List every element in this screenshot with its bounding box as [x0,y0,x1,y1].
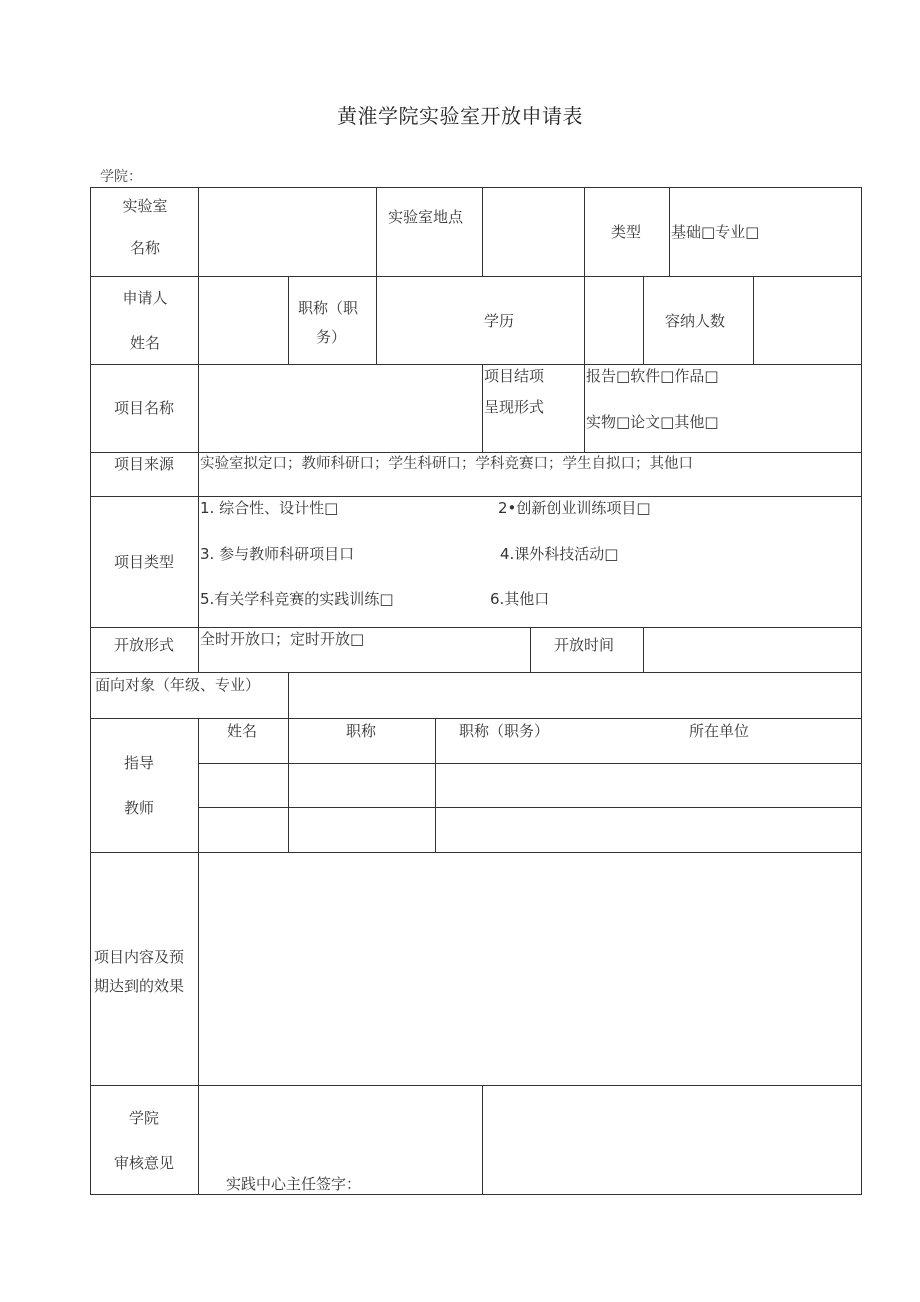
applicant-label-2: 姓名 [129,334,160,352]
advisor-col-name: 姓名 [227,722,258,740]
advisor-label-1: 指导 [123,754,154,772]
project-type-option-3[interactable]: 3. 参与教师科研项目口 [200,545,355,563]
lab-type-label: 类型 [611,223,642,241]
advisor-col-title: 职称 [346,722,377,740]
title-duty-label-1: 职称（职 [298,299,359,317]
advisor-col-title-duty: 职称（职务） [459,722,550,740]
capacity-label: 容纳人数 [665,312,726,330]
table-border-right [861,187,862,1195]
project-type-option-4[interactable]: 4.课外科技活动□ [500,545,619,563]
project-content-label-2: 期达到的效果 [94,977,185,995]
project-content-label-1: 项目内容及预 [94,948,185,966]
project-type-option-6[interactable]: 6.其他口 [490,590,550,608]
column-divider [643,627,644,673]
column-divider [376,187,377,277]
column-divider [669,187,670,277]
table-border-top [90,187,862,188]
lab-type-options[interactable]: 基础□专业□ [671,223,760,241]
advisor-col-unit: 所在单位 [689,722,750,740]
column-divider [530,627,531,673]
row-divider [90,718,862,719]
result-form-label-2: 呈现形式 [484,398,545,416]
project-type-option-1[interactable]: 1. 综合性、设计性□ [200,499,339,517]
teacher-row-divider [198,763,862,764]
column-divider [584,364,585,453]
project-source-label: 项目来源 [113,455,174,473]
row-divider [90,496,862,497]
row-divider [90,276,862,277]
column-divider [482,1085,483,1195]
column-divider [482,364,483,453]
column-divider [643,276,644,365]
result-form-label-1: 项目结项 [484,367,545,385]
form-title: 黄淮学院实验室开放申请表 [337,104,583,128]
lab-name-label-2: 名称 [129,239,160,257]
college-review-label-1: 学院 [128,1109,159,1127]
open-form-label: 开放形式 [113,636,174,654]
column-divider [584,276,585,365]
advisor-label-2: 教师 [123,799,154,817]
column-divider [288,718,289,853]
row-divider [90,852,862,853]
center-director-signature: 实践中心主任签字： [226,1175,362,1193]
column-divider [753,276,754,365]
applicant-label-1: 申请人 [122,289,168,307]
column-divider [288,672,289,719]
column-divider [198,187,199,673]
column-divider [482,187,483,277]
project-type-option-5[interactable]: 5.有关学科竞赛的实践训练□ [200,590,394,608]
project-name-label: 项目名称 [113,399,174,417]
column-divider [584,187,585,277]
teacher-row-divider [198,807,862,808]
lab-name-label-1: 实验室 [122,197,168,215]
open-form-options[interactable]: 全时开放口；定时开放□ [200,630,365,648]
open-time-label: 开放时间 [554,636,615,654]
table-border-left [90,187,91,1195]
college-label: 学院： [100,169,142,185]
row-divider [90,452,862,453]
result-options-row-2[interactable]: 实物□论文□其他□ [586,413,719,431]
row-divider [90,672,862,673]
row-divider [90,627,862,628]
column-divider [435,718,436,853]
project-source-options[interactable]: 实验室拟定口；教师科研口；学生科研口；学科竞赛口；学生自拟口；其他口 [200,456,693,472]
column-divider [376,276,377,365]
column-divider [198,718,199,1195]
education-label: 学历 [484,312,515,330]
column-divider [288,276,289,365]
row-divider [90,1085,862,1086]
lab-location-label: 实验室地点 [388,208,464,226]
target-audience-label: 面向对象（年级、专业） [95,676,261,694]
table-border-bottom [90,1194,862,1195]
result-options-row-1[interactable]: 报告□软件□作品□ [586,367,719,385]
college-review-label-2: 审核意见 [113,1154,174,1172]
row-divider [90,364,862,365]
project-type-option-2[interactable]: 2•创新创业训练项目□ [498,499,651,517]
title-duty-label-2: 务） [316,328,347,346]
project-type-label: 项目类型 [113,553,174,571]
